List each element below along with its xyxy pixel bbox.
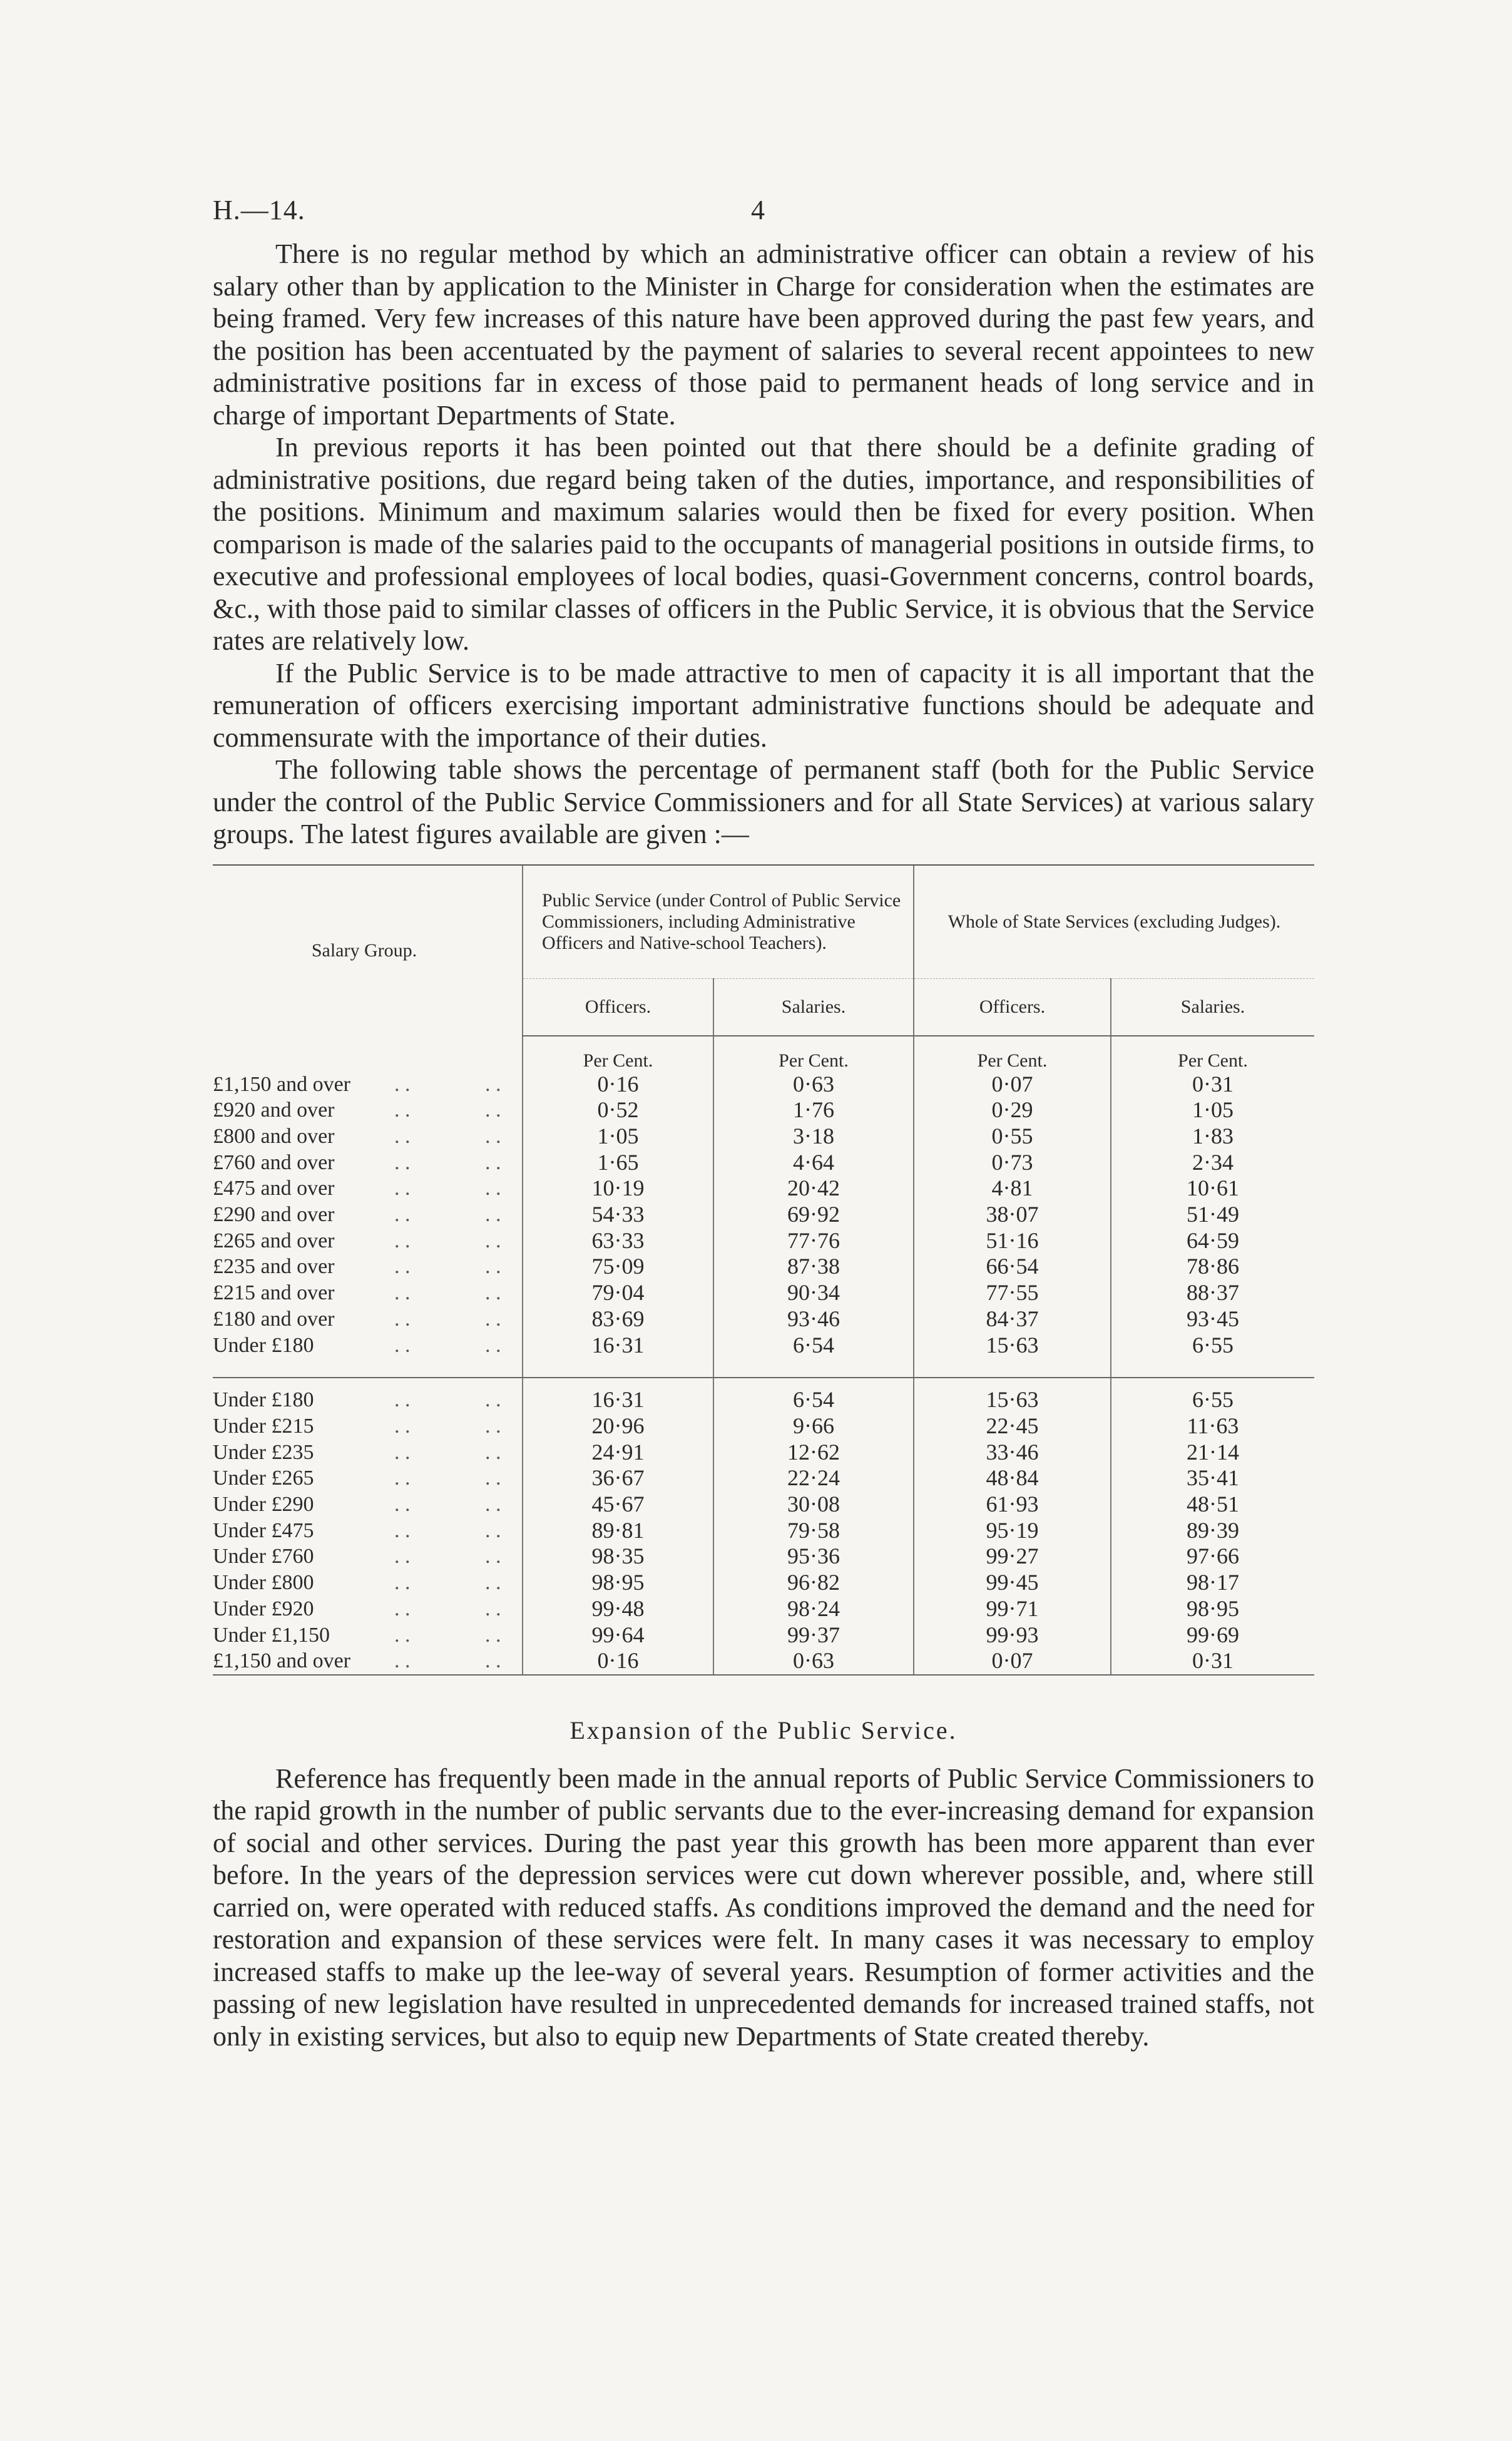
table-row bbox=[213, 1465, 1314, 1492]
value-ps-sal: 30·08 bbox=[713, 1492, 914, 1518]
value-st-sal: 1·83 bbox=[1111, 1123, 1314, 1150]
value-ps-off: 98·35 bbox=[523, 1543, 713, 1570]
leader-dots: . . bbox=[394, 1333, 411, 1357]
value-st-sal: 0·31 bbox=[1111, 1648, 1314, 1675]
salary-group-label: Under £800 bbox=[213, 1571, 314, 1595]
salary-group-cell bbox=[213, 1570, 523, 1596]
value-ps-off: 0·16 bbox=[523, 1072, 713, 1098]
salary-group-label: £920 and over bbox=[213, 1098, 335, 1122]
leader-dots: . . bbox=[485, 1150, 501, 1174]
salary-group-label: £180 and over bbox=[213, 1307, 335, 1331]
value-ps-sal: 9·66 bbox=[713, 1413, 914, 1440]
table-divider bbox=[213, 1358, 1314, 1378]
value-ps-off: 1·05 bbox=[523, 1123, 713, 1150]
salary-group-label: £760 and over bbox=[213, 1150, 335, 1174]
value-st-off: 99·93 bbox=[914, 1622, 1111, 1649]
value-ps-off: 0·16 bbox=[523, 1648, 713, 1675]
value-st-sal: 78·86 bbox=[1111, 1254, 1314, 1280]
value-st-sal: 6·55 bbox=[1111, 1387, 1314, 1413]
value-st-off: 15·63 bbox=[914, 1333, 1111, 1359]
units-row bbox=[213, 1036, 1314, 1072]
leader-dots: . . bbox=[394, 1571, 411, 1595]
salary-group-label: Under £760 bbox=[213, 1545, 314, 1568]
value-ps-sal: 4·64 bbox=[713, 1150, 914, 1176]
value-ps-sal: 96·82 bbox=[713, 1570, 914, 1596]
salary-group-label: Under £1,150 bbox=[213, 1623, 330, 1647]
value-ps-off: 16·31 bbox=[523, 1387, 713, 1413]
salary-group-cell bbox=[213, 1387, 523, 1413]
value-st-sal: 35·41 bbox=[1111, 1465, 1314, 1492]
document-reference: H.—14. bbox=[213, 195, 305, 225]
table-row bbox=[213, 1150, 1314, 1176]
leader-dots: . . bbox=[394, 1545, 411, 1568]
value-st-sal: 1·05 bbox=[1111, 1097, 1314, 1123]
value-st-off: 99·71 bbox=[914, 1596, 1111, 1622]
table-row bbox=[213, 1648, 1314, 1675]
leader-dots: . . bbox=[485, 1440, 501, 1464]
value-ps-off: 99·48 bbox=[523, 1596, 713, 1622]
leader-dots: . . bbox=[485, 1571, 501, 1595]
salary-group-label: Under £180 bbox=[213, 1333, 314, 1357]
salary-group-header: Salary Group. bbox=[213, 865, 523, 1036]
value-st-off: 4·81 bbox=[914, 1175, 1111, 1202]
salary-group-label: £290 and over bbox=[213, 1203, 335, 1227]
value-st-sal: 97·66 bbox=[1111, 1543, 1314, 1570]
page-header bbox=[213, 194, 1314, 238]
leader-dots: . . bbox=[394, 1098, 411, 1122]
paragraph-grading: In previous reports it has been pointed out that there should be a definite grading of administrative positions, due regard being taken of the duties, importance, and responsibilities of the positions. Minimum and maximum salaries would then be fixed for every position. When comparison is made of the salaries paid to the occupants of managerial positions in outside firms, to executive and professional employees of local bodies, quasi-Government concerns, control boards, &c., with those paid to similar classes of officers in the Public Service, it is obvious that the Service rates are relatively low. bbox=[213, 432, 1314, 656]
leader-dots: . . bbox=[394, 1150, 411, 1174]
table-header-row bbox=[213, 865, 1314, 979]
value-ps-off: 63·33 bbox=[523, 1228, 713, 1254]
value-ps-off: 0·52 bbox=[523, 1097, 713, 1123]
salary-group-cell bbox=[213, 1150, 523, 1176]
leader-dots: . . bbox=[394, 1177, 411, 1200]
value-ps-sal: 77·76 bbox=[713, 1228, 914, 1254]
table-row bbox=[213, 1492, 1314, 1518]
salary-group-label: Under £215 bbox=[213, 1414, 314, 1438]
salary-group-label: Under £475 bbox=[213, 1518, 314, 1542]
value-st-sal: 88·37 bbox=[1111, 1280, 1314, 1306]
leader-dots: . . bbox=[394, 1281, 411, 1305]
value-st-sal: 0·31 bbox=[1111, 1072, 1314, 1098]
salary-group-cell bbox=[213, 1648, 523, 1675]
value-st-off: 38·07 bbox=[914, 1202, 1111, 1228]
salary-group-cell bbox=[213, 1333, 523, 1359]
leader-dots: . . bbox=[394, 1466, 411, 1490]
paragraph-table-intro: The following table shows the percentage of permanent staff (both for the Public Service under the control of the Public Service Commissioners and for all State Services) at various salary groups. The latest figures available are given :— bbox=[213, 754, 1314, 849]
value-ps-sal: 93·46 bbox=[713, 1306, 914, 1333]
lower-rows bbox=[213, 1387, 1314, 1675]
value-st-off: 51·16 bbox=[914, 1228, 1111, 1254]
leader-dots: . . bbox=[394, 1203, 411, 1227]
table-row bbox=[213, 1097, 1314, 1123]
table-row bbox=[213, 1333, 1314, 1359]
value-st-sal: 99·69 bbox=[1111, 1622, 1314, 1649]
value-st-off: 0·29 bbox=[914, 1097, 1111, 1123]
value-ps-sal: 0·63 bbox=[713, 1072, 914, 1098]
salary-group-table bbox=[213, 864, 1314, 1676]
salary-group-label: £800 and over bbox=[213, 1124, 335, 1148]
table-row bbox=[213, 1254, 1314, 1280]
value-st-sal: 2·34 bbox=[1111, 1150, 1314, 1176]
paragraph-expansion: Reference has frequently been made in the annual reports of Public Service Commissioners to the rapid growth in the number of public servants due to the ever-increasing demand for expansion of social and other services. During the past year this growth has been more apparent than ever before. In the years of the depression services were cut down wherever possible, and, where still carried on, were operated with reduced staffs. As conditions improved the demand and the need for restoration and expansion of these services were felt. In many cases it was necessary to employ increased staffs to make up the lee-way of several years. Resumption of former activities and the passing of new legislation have resulted in unprecedented demands for increased trained staffs, not only in existing services, but also to equip new Departments of State created thereby. bbox=[213, 1763, 1314, 2052]
salary-group-cell bbox=[213, 1228, 523, 1254]
value-ps-off: 36·67 bbox=[523, 1465, 713, 1492]
leader-dots: . . bbox=[485, 1623, 501, 1647]
table-row bbox=[213, 1175, 1314, 1202]
value-ps-off: 98·95 bbox=[523, 1570, 713, 1596]
value-st-sal: 51·49 bbox=[1111, 1202, 1314, 1228]
value-st-sal: 98·17 bbox=[1111, 1570, 1314, 1596]
salary-group-cell bbox=[213, 1440, 523, 1466]
table-row bbox=[213, 1280, 1314, 1306]
table-row bbox=[213, 1228, 1314, 1254]
salary-group-cell bbox=[213, 1622, 523, 1649]
leader-dots: . . bbox=[394, 1623, 411, 1647]
value-ps-sal: 98·24 bbox=[713, 1596, 914, 1622]
value-st-off: 77·55 bbox=[914, 1280, 1111, 1306]
leader-dots: . . bbox=[485, 1414, 501, 1438]
leader-dots: . . bbox=[485, 1333, 501, 1357]
value-ps-off: 10·19 bbox=[523, 1175, 713, 1202]
salary-group-cell bbox=[213, 1202, 523, 1228]
salary-group-label: Under £290 bbox=[213, 1493, 314, 1517]
salary-group-cell bbox=[213, 1280, 523, 1306]
leader-dots: . . bbox=[394, 1229, 411, 1252]
value-st-off: 61·93 bbox=[914, 1492, 1111, 1518]
table-row bbox=[213, 1518, 1314, 1544]
value-ps-off: 75·09 bbox=[523, 1254, 713, 1280]
value-ps-sal: 79·58 bbox=[713, 1518, 914, 1544]
salary-group-cell bbox=[213, 1518, 523, 1544]
value-ps-sal: 20·42 bbox=[713, 1175, 914, 1202]
leader-dots: . . bbox=[394, 1414, 411, 1438]
value-ps-off: 45·67 bbox=[523, 1492, 713, 1518]
unit-label: Per Cent. bbox=[523, 1036, 713, 1072]
leader-dots: . . bbox=[394, 1518, 411, 1542]
value-ps-sal: 95·36 bbox=[713, 1543, 914, 1570]
table-row bbox=[213, 1123, 1314, 1150]
leader-dots: . . bbox=[394, 1649, 411, 1673]
value-st-off: 66·54 bbox=[914, 1254, 1111, 1280]
value-ps-sal: 1·76 bbox=[713, 1097, 914, 1123]
leader-dots: . . bbox=[485, 1203, 501, 1227]
leader-dots: . . bbox=[394, 1597, 411, 1620]
upper-rows bbox=[213, 1072, 1314, 1359]
table-row bbox=[213, 1306, 1314, 1333]
leader-dots: . . bbox=[394, 1307, 411, 1331]
value-ps-sal: 6·54 bbox=[713, 1333, 914, 1359]
leader-dots: . . bbox=[485, 1545, 501, 1568]
salary-group-cell bbox=[213, 1123, 523, 1150]
salary-group-label: Under £180 bbox=[213, 1388, 314, 1412]
st-salaries-header: Salaries. bbox=[1111, 978, 1314, 1036]
salary-group-cell bbox=[213, 1413, 523, 1440]
salary-group-label: Under £920 bbox=[213, 1597, 314, 1620]
value-ps-sal: 3·18 bbox=[713, 1123, 914, 1150]
value-ps-off: 54·33 bbox=[523, 1202, 713, 1228]
value-st-off: 48·84 bbox=[914, 1465, 1111, 1492]
salary-group-label: £265 and over bbox=[213, 1229, 335, 1252]
value-ps-off: 24·91 bbox=[523, 1440, 713, 1466]
leader-dots: . . bbox=[394, 1493, 411, 1517]
value-st-off: 0·55 bbox=[914, 1123, 1111, 1150]
value-st-off: 22·45 bbox=[914, 1413, 1111, 1440]
value-ps-sal: 6·54 bbox=[713, 1387, 914, 1413]
value-st-sal: 98·95 bbox=[1111, 1596, 1314, 1622]
ps-officers-header: Officers. bbox=[523, 978, 713, 1036]
leader-dots: . . bbox=[485, 1466, 501, 1490]
value-ps-off: 99·64 bbox=[523, 1622, 713, 1649]
leader-dots: . . bbox=[485, 1493, 501, 1517]
salary-group-label: £1,150 and over bbox=[213, 1072, 351, 1096]
value-ps-off: 20·96 bbox=[523, 1413, 713, 1440]
salary-group-cell bbox=[213, 1175, 523, 1202]
value-ps-off: 89·81 bbox=[523, 1518, 713, 1544]
leader-dots: . . bbox=[394, 1440, 411, 1464]
unit-label: Per Cent. bbox=[713, 1036, 914, 1072]
leader-dots: . . bbox=[485, 1255, 501, 1279]
value-ps-sal: 69·92 bbox=[713, 1202, 914, 1228]
ps-salaries-header: Salaries. bbox=[713, 978, 914, 1036]
value-ps-sal: 90·34 bbox=[713, 1280, 914, 1306]
leader-dots: . . bbox=[485, 1229, 501, 1252]
leader-dots: . . bbox=[485, 1177, 501, 1200]
value-st-off: 95·19 bbox=[914, 1518, 1111, 1544]
page-number: 4 bbox=[751, 195, 765, 225]
salary-group-cell bbox=[213, 1072, 523, 1098]
table-spacer bbox=[213, 1378, 1314, 1387]
salary-group-cell bbox=[213, 1465, 523, 1492]
salary-group-label: £475 and over bbox=[213, 1177, 335, 1200]
value-st-off: 33·46 bbox=[914, 1440, 1111, 1466]
value-st-off: 99·45 bbox=[914, 1570, 1111, 1596]
table-row bbox=[213, 1622, 1314, 1649]
value-ps-sal: 22·24 bbox=[713, 1465, 914, 1492]
leader-dots: . . bbox=[485, 1307, 501, 1331]
paragraph-salary-review: There is no regular method by which an administrative officer can obtain a review of his salary other than by application to the Minister in Charge for consideration when the estimates are being framed. Very few increases of this nature have been approved during the past few years, and the position has been accentuated by the payment of salaries to several recent appointees to new administrative positions far in excess of those paid to permanent heads of long service and in charge of important Departments of State. bbox=[213, 238, 1314, 431]
salary-group-label: £215 and over bbox=[213, 1281, 335, 1305]
value-ps-sal: 99·37 bbox=[713, 1622, 914, 1649]
value-st-off: 84·37 bbox=[914, 1306, 1111, 1333]
salary-group-cell bbox=[213, 1254, 523, 1280]
value-st-sal: 10·61 bbox=[1111, 1175, 1314, 1202]
salary-group-cell bbox=[213, 1306, 523, 1333]
value-st-sal: 6·55 bbox=[1111, 1333, 1314, 1359]
leader-dots: . . bbox=[485, 1597, 501, 1620]
unit-label: Per Cent. bbox=[914, 1036, 1111, 1072]
public-service-header: Public Service (under Control of Public Service Commissioners, including Administrative Officers and Native-school Teachers). bbox=[523, 865, 914, 979]
salary-group-cell bbox=[213, 1543, 523, 1570]
table-row bbox=[213, 1413, 1314, 1440]
leader-dots: . . bbox=[485, 1072, 501, 1096]
value-st-sal: 64·59 bbox=[1111, 1228, 1314, 1254]
value-st-sal: 21·14 bbox=[1111, 1440, 1314, 1466]
table-row bbox=[213, 1440, 1314, 1466]
leader-dots: . . bbox=[394, 1388, 411, 1412]
value-st-off: 0·73 bbox=[914, 1150, 1111, 1176]
value-st-off: 0·07 bbox=[914, 1072, 1111, 1098]
paragraph-remuneration: If the Public Service is to be made attractive to men of capacity it is all important that the remuneration of officers exercising important administrative functions should be adequate and commensurate with the importance of their duties. bbox=[213, 657, 1314, 753]
table-row bbox=[213, 1570, 1314, 1596]
whole-state-header: Whole of State Services (excluding Judges). bbox=[914, 865, 1314, 979]
table-row bbox=[213, 1387, 1314, 1413]
salary-group-cell bbox=[213, 1492, 523, 1518]
salary-group-label: £235 and over bbox=[213, 1255, 335, 1279]
value-ps-sal: 0·63 bbox=[713, 1648, 914, 1675]
leader-dots: . . bbox=[394, 1072, 411, 1096]
leader-dots: . . bbox=[485, 1281, 501, 1305]
value-ps-sal: 12·62 bbox=[713, 1440, 914, 1466]
page bbox=[213, 194, 1314, 2052]
value-st-sal: 93·45 bbox=[1111, 1306, 1314, 1333]
table-row bbox=[213, 1202, 1314, 1228]
salary-group-label: Under £265 bbox=[213, 1466, 314, 1490]
section-title: Expansion of the Public Service. bbox=[570, 1716, 958, 1744]
leader-dots: . . bbox=[485, 1124, 501, 1148]
salary-group-cell bbox=[213, 1596, 523, 1622]
value-ps-sal: 87·38 bbox=[713, 1254, 914, 1280]
value-ps-off: 16·31 bbox=[523, 1333, 713, 1359]
value-st-off: 0·07 bbox=[914, 1648, 1111, 1675]
unit-label: Per Cent. bbox=[1111, 1036, 1314, 1072]
value-st-sal: 48·51 bbox=[1111, 1492, 1314, 1518]
value-st-sal: 89·39 bbox=[1111, 1518, 1314, 1544]
table-row bbox=[213, 1072, 1314, 1098]
salary-group-cell bbox=[213, 1097, 523, 1123]
value-st-off: 99·27 bbox=[914, 1543, 1111, 1570]
leader-dots: . . bbox=[485, 1518, 501, 1542]
leader-dots: . . bbox=[485, 1388, 501, 1412]
salary-group-label: Under £235 bbox=[213, 1440, 314, 1464]
leader-dots: . . bbox=[394, 1255, 411, 1279]
table-row bbox=[213, 1596, 1314, 1622]
value-st-off: 15·63 bbox=[914, 1387, 1111, 1413]
salary-group-label: £1,150 and over bbox=[213, 1649, 351, 1673]
value-ps-off: 1·65 bbox=[523, 1150, 713, 1176]
table-row bbox=[213, 1543, 1314, 1570]
value-st-sal: 11·63 bbox=[1111, 1413, 1314, 1440]
value-ps-off: 83·69 bbox=[523, 1306, 713, 1333]
st-officers-header: Officers. bbox=[914, 978, 1111, 1036]
leader-dots: . . bbox=[485, 1098, 501, 1122]
leader-dots: . . bbox=[394, 1124, 411, 1148]
leader-dots: . . bbox=[485, 1649, 501, 1673]
value-ps-off: 79·04 bbox=[523, 1280, 713, 1306]
